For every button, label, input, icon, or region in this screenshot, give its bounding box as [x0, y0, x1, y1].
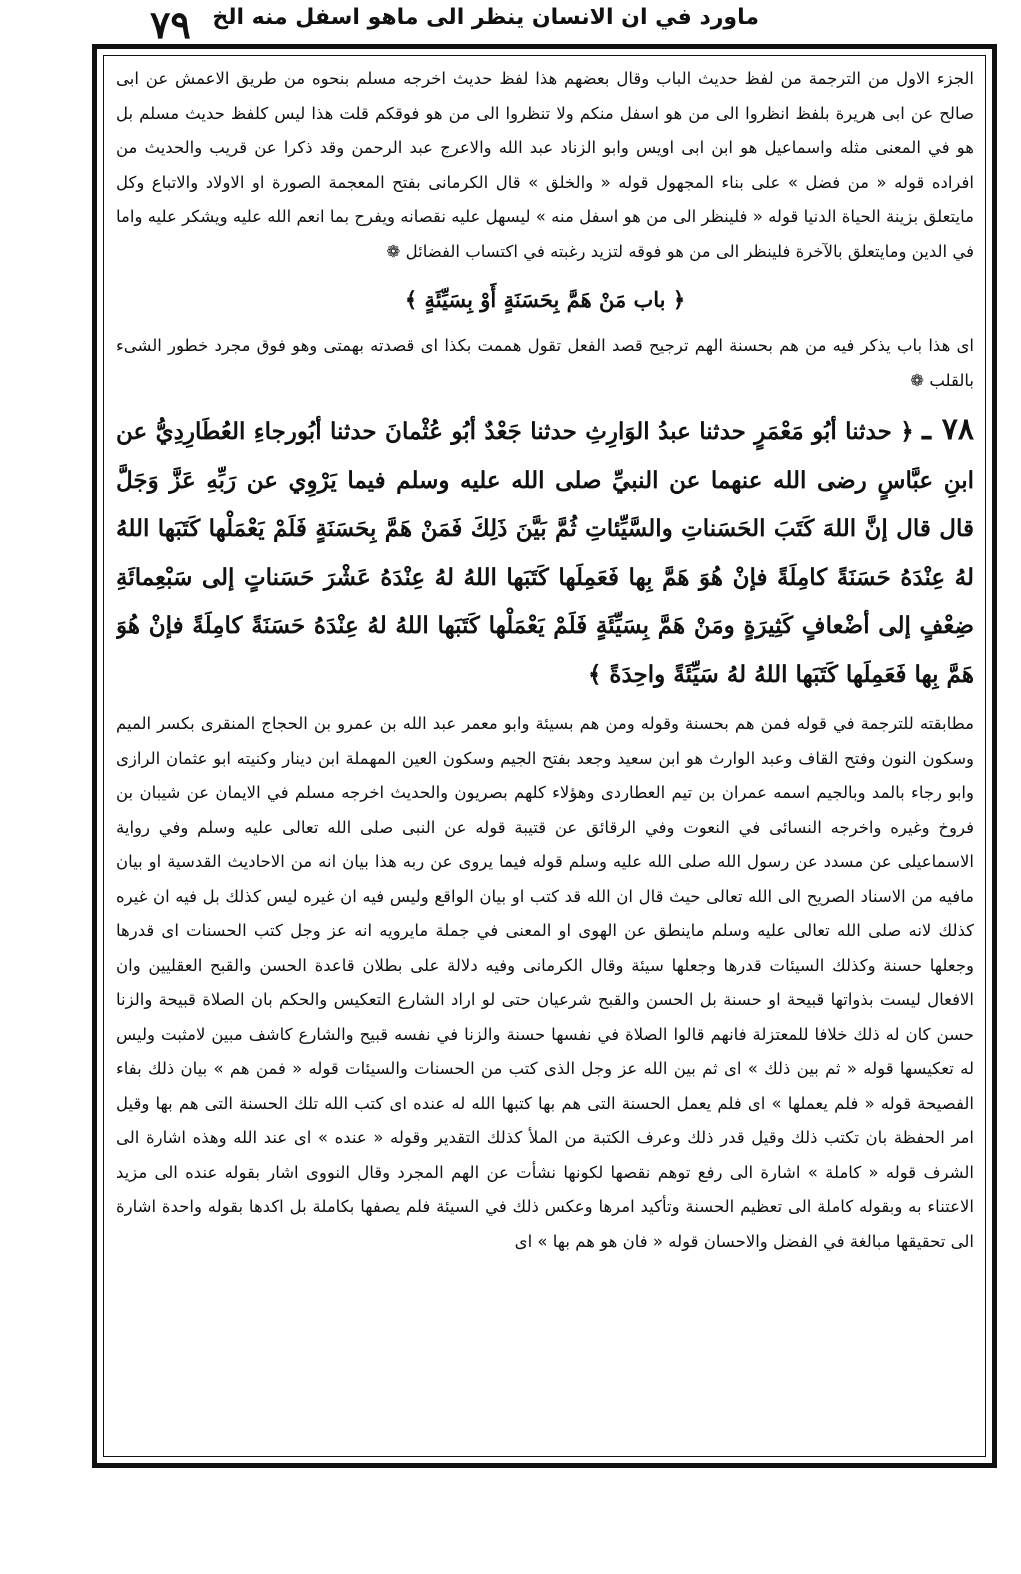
page-number: ٧٩ [150, 2, 191, 47]
running-title: ماورد في ان الانسان ينظر الى ماهو اسفل منه الخ [212, 5, 759, 30]
page-body [116, 62, 974, 1450]
hadith-number: ٧٨ ـ [922, 412, 974, 447]
chapter-explanation: اى هذا باب يذكر فيه من هم بحسنة الهم ترجيح قصد الفعل تقول هممت بكذا اى قصدته بهمتى وهو فوق مجرد خطور الشىء بالقلب ❁ [116, 336, 974, 390]
hadith-block [116, 406, 974, 699]
intro-paragraph: الجزء الاول من الترجمة من لفظ حديث الباب وقال بعضهم هذا لفظ حديث اخرجه مسلم بنحوه من طريق الاعمش عن ابى صالح عن ابى هريرة بلفظ انظروا الى من هو اسفل منكم ولا تنظروا الى من هو فوقكم قلت هذا ليس كلفظ حديث مسلم بل هو في المعنى مثله واسماعيل هو ابن ابى اويس وابو الزناد عبد الله والاعرج عبد الرحمن وقد ذكرا عن قريب والحديث من افراده قوله « من فضل » على بناء المجهول قوله « والخلق » قال الكرمانى بفتح المعجمة الصورة او الاولاد والاتباع وكل مايتعلق بزينة الحياة الدنيا قوله « فلينظر الى من هو اسفل منه » ليسهل عليه نقصانه ويفرح بما انعم الله عليه ويشكر عليه واما في الدين ومايتعلق بالآخرة فلينظر الى من هو فوقه لتزيد رغبته في اكتساب الفضائل ❁ [116, 69, 974, 261]
hadith-text: ﴿ حدثنا أبُو مَعْمَرٍ حدثنا عبدُ الوَارِثِ حدثنا جَعْدٌ أبُو عُثْمانَ حدثنا أبُورجاءِ العُطَارِدِيُّ عن ابنِ عبَّاسٍ رضى الله عنهما عن النبيِّ صلى الله عليه وسلم فيما يَرْوِي عن رَبِّهِ عَزَّ وَجَلَّ قال قال إنَّ اللهَ كَتَبَ الحَسَناتِ والسَّيِّئاتِ ثُمَّ بَيَّنَ ذَلِكَ فَمَنْ هَمَّ بِحَسَنَةٍ فَلَمْ يَعْمَلْها كَتَبَها اللهُ لهُ عِنْدَهُ حَسَنَةً كامِلَةً فإنْ هُوَ هَمَّ بِها فَعَمِلَها كَتَبَها اللهُ لهُ عِنْدَهُ عَشْرَ حَسَناتٍ إلى سَبْعِمائَةِ ضِعْفٍ إلى أضْعافٍ كَثِيرَةٍ ومَنْ هَمَّ بِسَيِّئَةٍ فَلَمْ يَعْمَلْها كَتَبَها اللهُ لهُ عِنْدَهُ حَسَنَةً كامِلَةً فإنْ هُوَ هَمَّ بِها فَعَمِلَها كَتَبَها اللهُ لهُ سَيِّئَةً واحِدَةً ﴾ [116, 418, 974, 688]
commentary-paragraph: مطابقته للترجمة في قوله فمن هم بحسنة وقوله ومن هم بسيئة وابو معمر عبد الله بن عمرو بن الحجاج المنقرى بكسر الميم وسكون النون وفتح القاف وعبد الوارث هو ابن سعيد وجعد بفتح الجيم وسكون العين المهملة ابن دينار وكنيته ابو عثمان الرازى وابو رجاء بالمد وبالجيم اسمه عمران بن تيم العطاردى وهؤلاء كلهم بصريون والحديث اخرجه مسلم في الايمان عن شيبان بن فروخ وغيره واخرجه النسائى في النعوت وفي الرقائق عن قتيبة قوله عن النبى صلى الله تعالى عليه وسلم وفي رواية الاسماعيلى عن مسدد عن رسول الله صلى الله عليه وسلم قوله فيما يروى عن ربه هذا بيان انه من الاحاديث القدسية او بيان مافيه من الاسناد الصريح الى الله تعالى حيث قال ان الله قد كتب او بيان الواقع وليس فيه ان غيره ليس كذلك بل فيه ان غيره كذلك لانه صلى الله تعالى عليه وسلم ماينطق عن الهوى او المعنى في جملة مايرويه انه عز وجل كتب الحسنات اى قدرها وجعلها حسنة وكذلك السيئات قدرها وجعلها سيئة وقال الكرمانى وفيه دلالة على بطلان قاعدة الحسن والقبح العقليين وان الافعال ليست بذواتها قبيحة او حسنة بل الحسن والقبح شرعيان حتى لو اراد الشارع التعكيس والحكم بان الصلاة قبيحة والزنا حسن كان له ذلك خلافا للمعتزلة فانهم قالوا الصلاة في نفسها حسنة والزنا في نفسه قبيح والشارع كاشف مبين لامثبت وليس له تعكيسها قوله « ثم بين ذلك » اى ثم بين الله عز وجل الذى كتب من الحسنات والسيئات قوله « فمن هم » بيان ذلك بفاء الفصيحة قوله « فلم يعملها » اى فلم يعمل الحسنة التى هم بها كتبها الله له عنده اى كتب الله تلك الحسنة التى هم بها وقيل امر الحفظة بان تكتب ذلك وقيل قدر ذلك وعرف الكتبة من الملأ كذلك التقدير وقوله « عنده » اى عند الله وهذه اشارة الى الشرف قوله « كاملة » اشارة الى رفع توهم نقصها لكونها نشأت عن الهم المجرد وقال النووى اشار بقوله عنده الى مزيد الاعتناء به وبقوله كاملة الى تعظيم الحسنة وتأكيد امرها وعكس ذلك في السيئة فلم يصفها بكاملة بل اكدها بقوله واحدة اشارة الى تحقيقها مبالغة في الفضل والاحسان قوله « فان هو هم بها » اى [116, 714, 974, 1251]
chapter-title: ﴿ باب مَنْ هَمَّ بِحَسَنَةٍ أَوْ بِسَيِّئَةٍ ﴾ [404, 287, 686, 312]
